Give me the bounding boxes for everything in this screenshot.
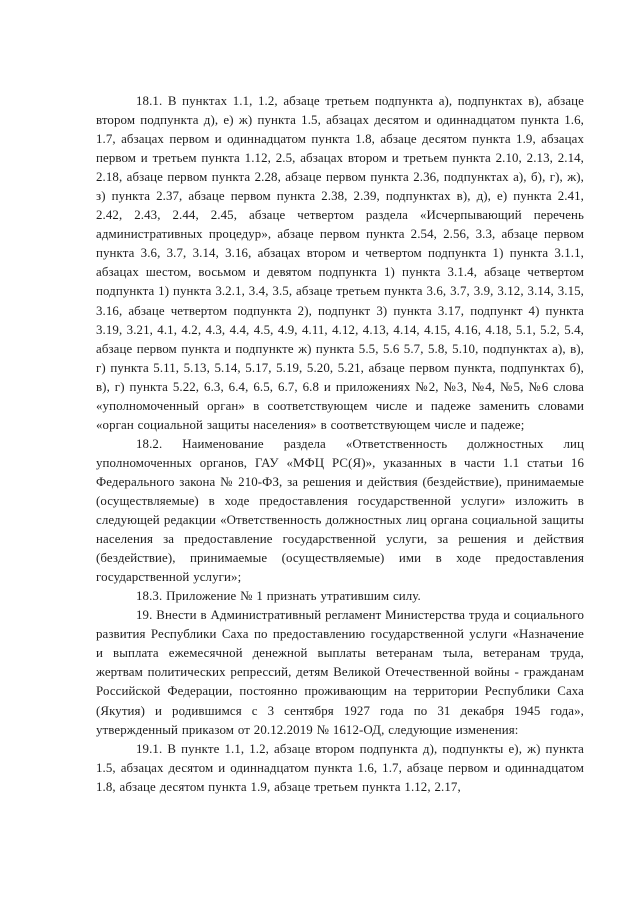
document-page xyxy=(96,92,584,797)
paragraph-19-1: 19.1. В пункте 1.1, 1.2, абзаце втором подпункта д), подпункты е), ж) пункта 1.5, абзацах десятом и одиннадцатом пункта 1.6, 1.7, абзаце первом и одиннадцатом 1.8, абзаце десятом пункта 1.9, абзаце третьем пункта 1.12, 2.17, xyxy=(96,741,584,794)
paragraph-18-1: 18.1. В пунктах 1.1, 1.2, абзаце третьем подпункта а), подпунктах в), абзаце втором подпункта д), е) ж) пункта 1.5, абзацах десятом и одиннадцатом пункта 1.6, 1.7, абзацах первом и одиннадцатом пункта 1.8, абзаце десятом пункта 1.9, абзацах первом и третьем пункта 1.12, 2.5, абзацах втором и третьем пункта 2.10, 2.13, 2.14, 2.18, абзаце первом пункта 2.28, абзаце первом пункта 2.36, подпунктах а), б), г), ж), з) пункта 2.37, абзаце первом пункта 2.38, 2.39, подпунктах в), д), е) пункта 2.41, 2.42, 2.43, 2.44, 2.45, абзаце четвертом раздела «Исчерпывающий перечень административных процедур», абзаце первом пункта 2.54, 2.56, 3.3, абзаце первом пункта 3.6, 3.7, 3.14, 3.16, абзацах втором и четвертом подпункта 1) пункта 3.1.1, абзацах шестом, восьмом и девятом подпункта 1) пункта 3.1.4, абзаце четвертом подпункта 1) пункта 3.2.1, 3.4, 3.5, абзаце третьем пункта 3.6, 3.7, 3.9, 3.12, 3.14, 3.15, 3.16, абзаце четвертом подпункта 2), подпункт 3) пункта 3.17, подпункт 4) пункта 3.19, 3.21, 4.1, 4.2, 4.3, 4.4, 4.5, 4.9, 4.11, 4.12, 4.13, 4.14, 4.15, 4.16, 4.18, 5.1, 5.2, 5.4, абзаце первом пункта и подпункте ж) пункта 5.5, 5.6 5.7, 5.8, 5.10, подпунктах а), в), г) пункта 5.11, 5.13, 5.14, 5.17, 5.19, 5.20, 5.21, абзаце первом пункта, подпунктах б), в), г) пункта 5.22, 6.3, 6.4, 6.5, 6.7, 6.8 и приложениях №2, №3, №4, №5, №6 слова «уполномоченный орган» в соответствующем числе и падеже заменить словами «орган социальной защиты населения» в соответствующем числе и падеже; xyxy=(96,94,584,432)
paragraph-18-2: 18.2. Наименование раздела «Ответственность должностных лиц уполномоченных органов, ГАУ «МФЦ РС(Я)», указанных в части 1.1 статьи 16 Федерального закона № 210-ФЗ, за решения и действия (бездействие), принимаемые (осуществляемые) в ходе предоставления государственной услуги» изложить в следующей редакции «Ответственность должностных лиц органа социальной защиты населения за предоставление государственной услуги, за решения и действия (бездействие), принимаемые (осуществляемые) ими в ходе предоставления государственной услуги»; xyxy=(96,436,584,585)
paragraph-18-3: 18.3. Приложение № 1 признать утратившим силу. xyxy=(136,589,421,604)
paragraph-19: 19. Внести в Административный регламент Министерства труда и социального развития Республики Саха по предоставлению государственной услуги «Назначение и выплата ежемесячной денежной выплаты ветеранам тыла, ветеранам труда, жертвам политических репрессий, детям Великой Отечественной войны - гражданам Российской Федерации, постоянно проживающим на территории Республики Саха (Якутия) и родившимся с 3 сентября 1927 года по 31 декабря 1945 года», утвержденный приказом от 20.12.2019 № 1612-ОД, следующие изменения: xyxy=(96,608,584,737)
